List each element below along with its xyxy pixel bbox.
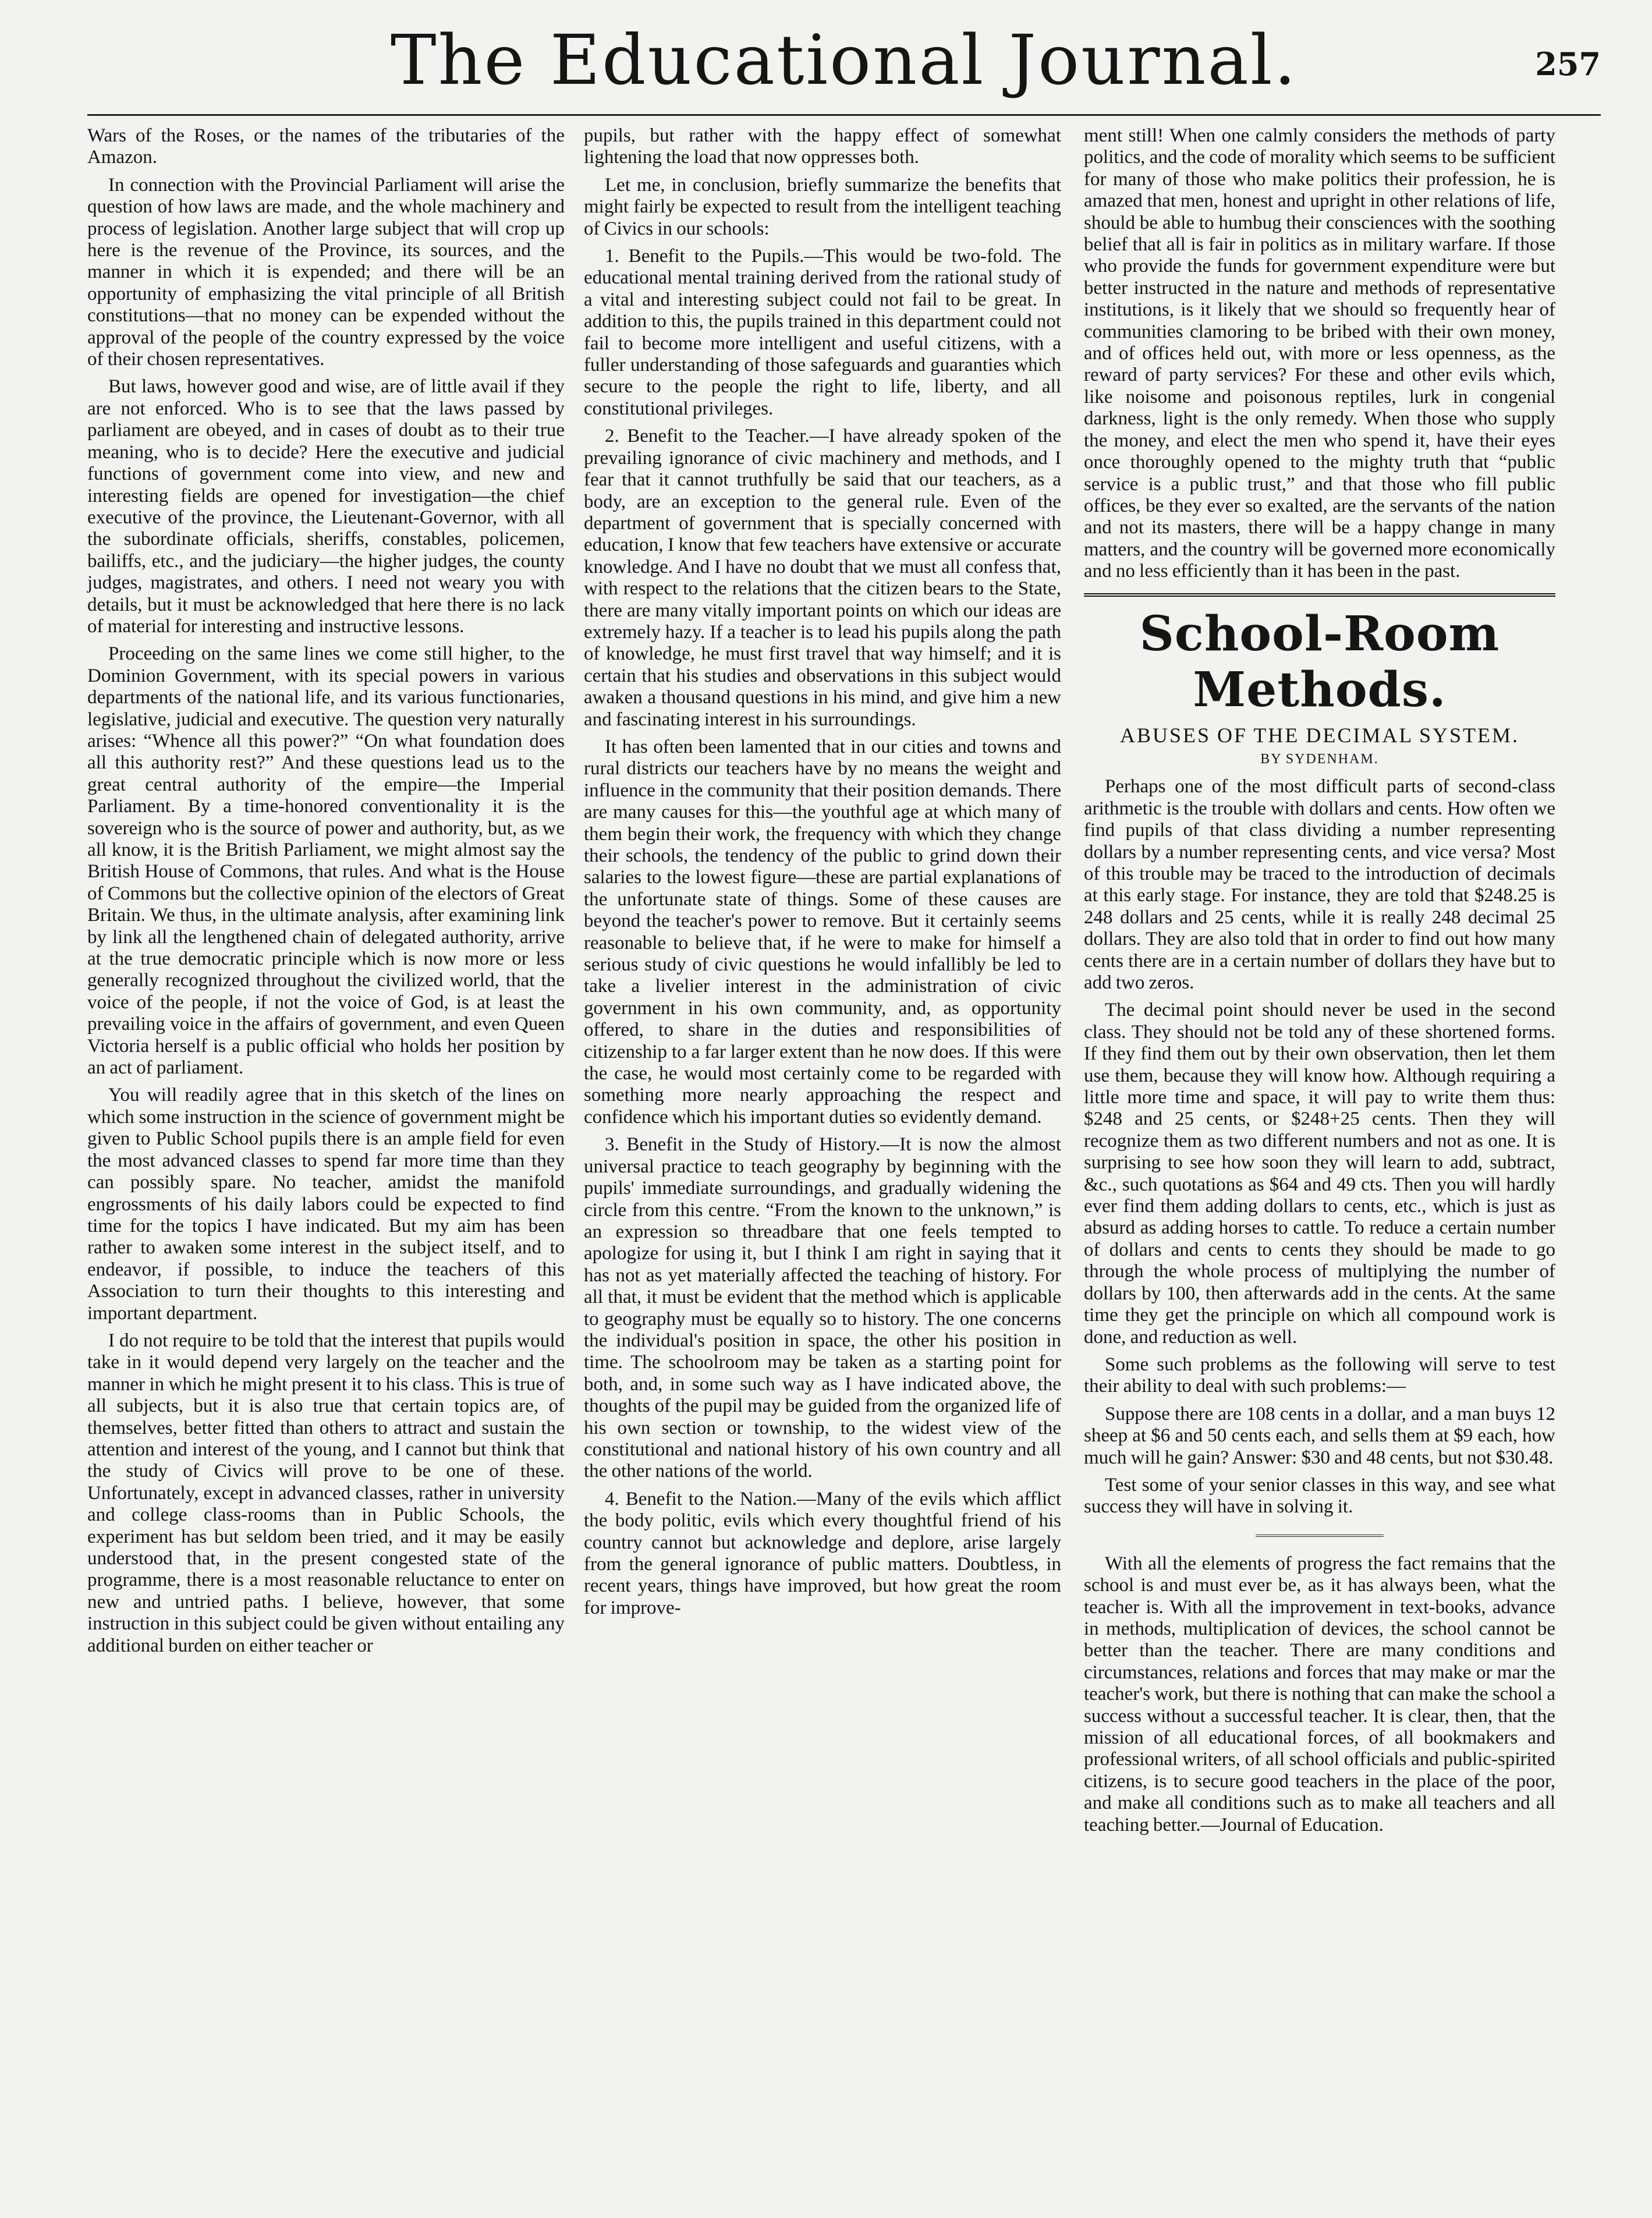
article-title: ABUSES OF THE DECIMAL SYSTEM. bbox=[1119, 723, 1520, 747]
paragraph: Let me, in conclusion, briefly summarize the benefits that might fairly be expected to result from the intelligent teaching of Civics in our schools: bbox=[584, 174, 1061, 239]
masthead bbox=[87, 16, 1601, 127]
paragraph: I do not require to be told that the interest that pupils would take in it would depend very largely on the teacher and the manner in which he might present it to his class. This is true of all subjects, but it is also true that certain topics are, of themselves, better fitted than others to attract and sustain the attention and interest of the young, and I cannot but think that the study of Civics will prove to be one of these. Unfortunately, except in advanced classes, rather in university and college class-rooms than in Public Schools, the experiment has but seldom been tried, and it may be easily understood that, in the present congested state of the programme, there is a most reasonable reluctance to enter on new and untried paths. I believe, however, that some instruction in this subject could be given without entailing any additional burden on either teacher or bbox=[87, 1330, 565, 1656]
page-number: 257 bbox=[1535, 45, 1601, 83]
paragraph: In connection with the Provincial Parliament will arise the question of how laws are made, and the whole machinery and process of legislation. Another large subject that will crop up here is the revenue of the Province, its sources, and the manner in which it is expended; and there will be an opportunity of emphasizing the vital principle of all British constitutions—that no money can be expended without the approval of the people of the country expressed by the voice of their chosen representatives. bbox=[87, 174, 565, 370]
paragraph: Wars of the Roses, or the names of the tributaries of the Amazon. bbox=[87, 125, 565, 168]
paragraph: ment still! When one calmly considers the methods of party politics, and the code of morality which seems to be sufficient for many of those who make politics their profession, he is amazed that men, honest and upright in other relations of life, should be able to humbug their consciences with the soothing belief that all is fair in politics as in military warfare. If those who provide the funds for government expenditure were but better instructed in the nature and methods of representative institutions, is it likely that we should so frequently hear of communities clamoring to be bribed with their own money, and of offices held out, with more or less openness, as the reward of party services? For these and other evils which, like noisome and poisonous reptiles, lurk in congenial darkness, light is the only remedy. When those who supply the money, and elect the men who spend it, have their eyes once thoroughly opened to the mighty truth that “public service is a public trust,” and that those who fill public offices, be they ever so exalted, are the servants of the nation and not its masters, there will be a happy change in many matters, and the country will be governed more economically and no less efficiently than it has been in the past. bbox=[1084, 125, 1555, 582]
article-paragraph: Perhaps one of the most difficult parts of second-class arithmetic is the trouble with dollars and cents. How often we find pupils of that class dividing a number representing dollars by a number representing cents, and vice versa? Most of this trouble may be traced to the introduction of decimals at this early stage. For instance, they are told that $248.25 is 248 dollars and 25 cents, while it is really 248 decimal 25 dollars. They are also told that in order to find out how many cents there are in a certain number of dollars they have but to add two zeros. bbox=[1084, 776, 1555, 993]
paragraph: It has often been lamented that in our cities and towns and rural districts our teachers have by no means the weight and influence in the community that their position demands. There are many causes for this—the youthful age at which many of them begin their work, the frequency with which they change their schools, the tendency of the public to grind down their salaries to the lowest figure—these are partial explanations of the unfortunate state of things. Some of these causes are beyond the teacher's power to remove. But it certainly seems reasonable to believe that, if he were to make for himself a serious study of civic questions he would infallibly be led to take a livelier interest in the administration of civic government in his own community, and, as opportunity offered, to share in the duties and responsibilities of citizenship to a far larger extent than he now does. If this were the case, he would most certainly come to be regarded with something more nearly approaching the respect and confidence which his important duties so evidently demand. bbox=[584, 736, 1061, 1128]
column-2 bbox=[584, 125, 1061, 1625]
article-paragraph: Test some of your senior classes in this way, and see what success they will have in solving it. bbox=[1084, 1474, 1555, 1518]
benefit-nation-paragraph: 4. Benefit to the Nation.—Many of the evils which afflict the body politic, evils which every thoughtful friend of his country cannot but acknowledge and deplore, arise largely from the general ignorance of public matters. Doubtless, in recent years, things have improved, but how great the room for improve- bbox=[584, 1488, 1061, 1618]
benefit-teacher-paragraph: 2. Benefit to the Teacher.—I have already spoken of the prevailing ignorance of civic machinery and methods, and I fear that it cannot truthfully be said that our teachers, as a body, are an exception to the general rule. Even of the department of government that is specially concerned with education, I know that few teachers have extensive or accurate knowledge. And I have no doubt that we must all confess that, with respect to the relations that the citizen bears to the State, there are many vitally important points on which our ideas are extremely hazy. If a teacher is to lead his pupils along the path of knowledge, he must first travel that way himself; and it is certain that his studies and observations in this subject would awaken a thousand questions in his mind, and give him a new and fascinating interest in his surroundings. bbox=[584, 426, 1061, 730]
paragraph: pupils, but rather with the happy effect of somewhat lightening the load that now oppresses both. bbox=[584, 125, 1061, 168]
article-byline: BY SYDENHAM. bbox=[1260, 751, 1379, 767]
benefit-history-paragraph: 3. Benefit in the Study of History.—It is now the almost universal practice to teach geography by beginning with the pupils' immediate surroundings, and gradually widening the circle from this centre. “From the known to the unknown,” is an expression so threadbare that one feels tempted to apologize for using it, but I think I am right in saying that it has not as yet materially affected the teaching of history. For all that, it must be evident that the method which is applicable to geography must be equally so to history. The one concerns the individual's position in space, the other his position in time. The schoolroom may be taken as a starting point for both, and, in some such way as I have indicated above, the thoughts of the pupil may be guided from the organized life of his own section or township, to the widest view of the constitutional and national history of his own country and all the other nations of the world. bbox=[584, 1134, 1061, 1482]
article-paragraph: Suppose there are 108 cents in a dollar, and a man buys 12 sheep at $6 and 50 cents each, and sells them at $9 each, how much will he gain? Answer: $30 and 48 cents, but not $30.48. bbox=[1084, 1403, 1555, 1468]
article-paragraph: Some such problems as the following will serve to test their ability to deal with such problems:— bbox=[1084, 1354, 1555, 1397]
column-1 bbox=[87, 125, 565, 1663]
paragraph: You will readily agree that in this sketch of the lines on which some instruction in the science of government might be given to Public School pupils there is an ample field for even the most advanced classes to spend far more time than they can possibly spare. No teacher, amidst the manifold engrossments of his daily labors could be expected to find time for the topics I have indicated. But my aim has been rather to awaken some interest in the subject itself, and to endeavor, if possible, to induce the teachers of this Association to turn their thoughts to this interesting and important department. bbox=[87, 1085, 565, 1324]
article-paragraph: The decimal point should never be used in the second class. They should not be told any of these shortened forms. If they find them out by their own observation, then let them use them, because they will know how. Although requiring a little more time and space, it will pay to write them thus: $248 and 25 cents, or $248+25 cents. Then they will recognize them as two different numbers and not as one. It is surprising to see how soon they will learn to add, subtract, &c., such quotations as $64 and 49 cts. Then you will hardly ever find them adding dollars to cents, etc., which is just as absurd as adding horses to cattle. To reduce a certain number of dollars and cents to cents they should be made to go through the whole process of multiplying the number of dollars by 100, then afterwards add in the cents. At the same time they get the principle on which all compound work is done, and reduction as well. bbox=[1084, 1000, 1555, 1348]
section-divider bbox=[1084, 593, 1555, 597]
short-divider bbox=[1256, 1535, 1384, 1537]
benefit-pupils-paragraph: 1. Benefit to the Pupils.—This would be two-fold. The educational mental training derived from the rational study of a vital and interesting subject could not fail to be great. In addition to this, the pupils trained in this department could not fail to become more intelligent and useful citizens, with a fuller understanding of those safeguards and guaranties which secure to the people the right to life, liberty, and all constitutional privileges. bbox=[584, 246, 1061, 419]
closing-paragraph: With all the elements of progress the fact remains that the school is and must ever be, as it has always been, what the teacher is. With all the improvement in text-books, advance in methods, multiplication of devices, the school cannot be better than the teacher. There are many conditions and circumstances, relations and forces that may make or mar the teacher's work, but there is nothing that can make the school a success without a successful teacher. It is clear, then, that the mission of all educational forces, of all bookmakers and professional writers, of all school officials and public-spirited citizens, is to secure good teachers in the place of the poor, and make all conditions such as to make all teachers and all teaching better.—Journal of Education. bbox=[1084, 1553, 1555, 1836]
paragraph: But laws, however good and wise, are of little avail if they are not enforced. Who is to see that the laws passed by parliament are obeyed, and in cases of doubt as to their true meaning, who is to decide? Here the executive and judicial functions of government come into view, and new and interesting fields are opened for investigation—the chief executive of the province, the Lieutenant-Governor, with all the subordinate officials, sheriffs, constables, policemen, bailiffs, etc., and the judiciary—the higher judges, the county judges, magistrates, and others. I need not weary you with details, but it must be acknowledged that here there is no lack of material for interesting and instructive lessons. bbox=[87, 376, 565, 637]
section-title: School-Room Methods. bbox=[1139, 605, 1500, 718]
column-3 bbox=[1084, 125, 1555, 1842]
paragraph: Proceeding on the same lines we come still higher, to the Dominion Government, with its special powers in various departments of the national life, and its various functionaries, legislative, judicial and executive. The question very naturally arises: “Whence all this power?” “On what foundation does all this authority rest?” And these questions lead us to the great central authority of the empire—the Imperial Parliament. By a time-honored conventionality it is the sovereign who is the source of power and authority, but, as we all know, it is the British Parliament, we might almost say the British House of Commons, that rules. And what is the House of Commons but the collective opinion of the electors of Great Britain. We thus, in the ultimate analysis, after examining link by link all the lengthened chain of delegated authority, arrive at the true democratic principle which is now more or less generally recognized throughout the civilized world, that the voice of the people, if not the voice of God, is at least the prevailing voice in the affairs of government, and even Queen Victoria herself is a public official who holds her position by an act of parliament. bbox=[87, 643, 565, 1079]
masthead-rule bbox=[87, 114, 1601, 116]
journal-title: The Educational Journal. bbox=[390, 20, 1298, 100]
